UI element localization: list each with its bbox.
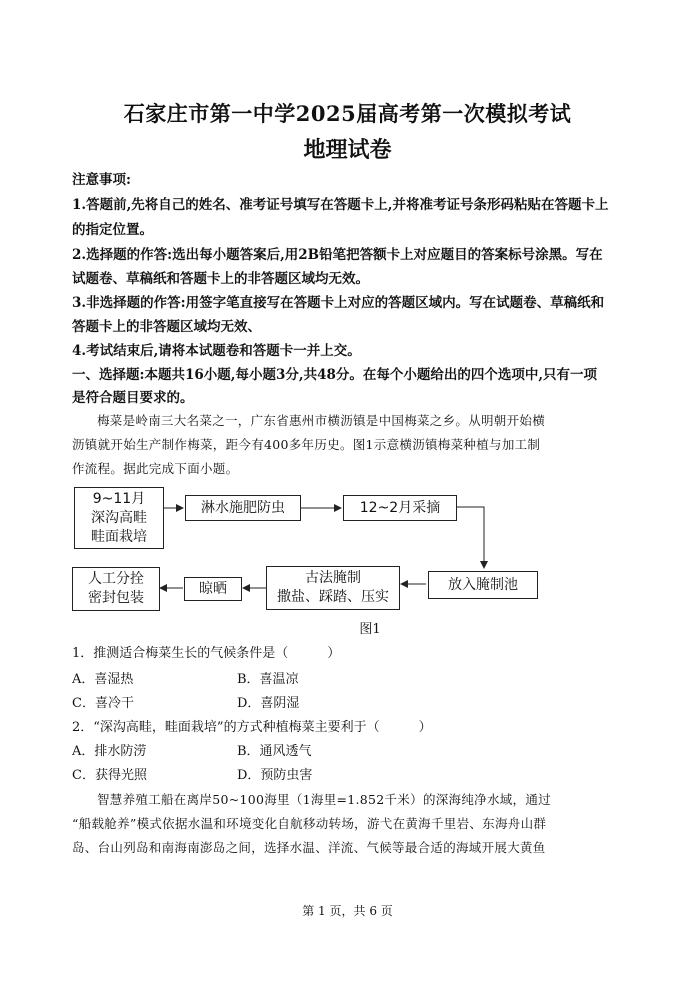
notice-heading: 注意事项: (72, 172, 131, 188)
passage-line: 作流程。据此完成下面小题。 (72, 461, 239, 476)
question-option: C．喜冷干 (72, 696, 134, 711)
notice-line: 答题卡上的非答题区域均无效、 (72, 319, 261, 335)
question-stem: 2．“深沟高畦，畦面栽培”的方式种植梅菜主要利于（ ） (72, 720, 432, 735)
flow-box-fertilize: 淋水施肥防虫 (185, 495, 301, 521)
notice-line: 4.考试结束后,请将本试题卷和答题卡一并上交。 (72, 343, 361, 359)
flow-box-dry: 晾晒 (184, 577, 242, 601)
notice-line: 3.非选择题的作答:用签字笔直接写在答题卡上对应的答题区域内。写在试题卷、草稿纸和 (72, 295, 605, 311)
flow-box-plant: 9~11月 深沟高畦 畦面栽培 (74, 487, 164, 549)
question-option: C．获得光照 (72, 768, 147, 783)
question-option: A．喜湿热 (72, 672, 134, 687)
question-option: A．排水防涝 (72, 744, 147, 759)
section-heading: 是符合题目要求的。 (72, 390, 194, 406)
passage-line: “船载舱养”模式依据水温和环境变化自航移动转场，游弋在黄海千里岩、东海舟山群 (72, 816, 547, 831)
page-footer: 第 1 页，共 6 页 (302, 904, 393, 918)
flow-box-pack: 人工分拴 密封包装 (72, 567, 160, 611)
flow-box-pickle: 古法腌制 撒盐、踩踏、压实 (266, 566, 400, 610)
passage-line: 梅菜是岭南三大名菜之一，广东省惠州市横沥镇是中国梅菜之乡。从明朝开始横 (97, 413, 546, 428)
question-option: D．喜阴湿 (237, 696, 300, 711)
passage-line: 智慧养殖工船在离岸50~100海里（1海里=1.852千米）的深海纯净水域，通过 (97, 792, 551, 807)
notice-line: 的指定位置。 (72, 222, 153, 238)
question-option: B．喜温凉 (237, 672, 299, 687)
notice-line: 试题卷、草稿纸和答题卡上的非答题区域均无效。 (72, 271, 369, 287)
question-stem: 1．推测适合梅菜生长的气候条件是（ ） (72, 646, 341, 661)
flow-box-harvest: 12~2月采摘 (343, 495, 457, 521)
passage-line: 岛、台山列岛和南海南澎岛之间，选择水温、洋流、气候等最合适的海域开展大黄鱼 (72, 840, 546, 855)
page-subtitle: 地理试卷 (303, 137, 392, 163)
notice-line: 2.选择题的作答:选出每小题答案后,用2B铅笔把答额卡上对应题目的答案标号涂黑。写在 (72, 247, 603, 263)
question-option: B．通风透气 (237, 744, 312, 759)
notice-line: 1.答题前,先将自己的姓名、准考证号填写在答题卡上,并将准考证号条形码粘贴在答题卡上 (72, 197, 609, 213)
passage-line: 沥镇就开始生产制作梅菜，距今有400多年历史。图1示意横沥镇梅菜种植与加工制 (72, 437, 541, 452)
flow-box-pool: 放入腌制池 (428, 571, 538, 599)
figure-caption: 图1 (359, 622, 381, 637)
question-option: D．预防虫害 (237, 768, 313, 783)
page-title: 石家庄市第一中学2025届高考第一次模拟考试 (123, 101, 572, 126)
section-heading: 一、选择题:本题共16小题,每小题3分,共48分。在每个小题给出的四个选项中,只有一项 (72, 367, 598, 383)
